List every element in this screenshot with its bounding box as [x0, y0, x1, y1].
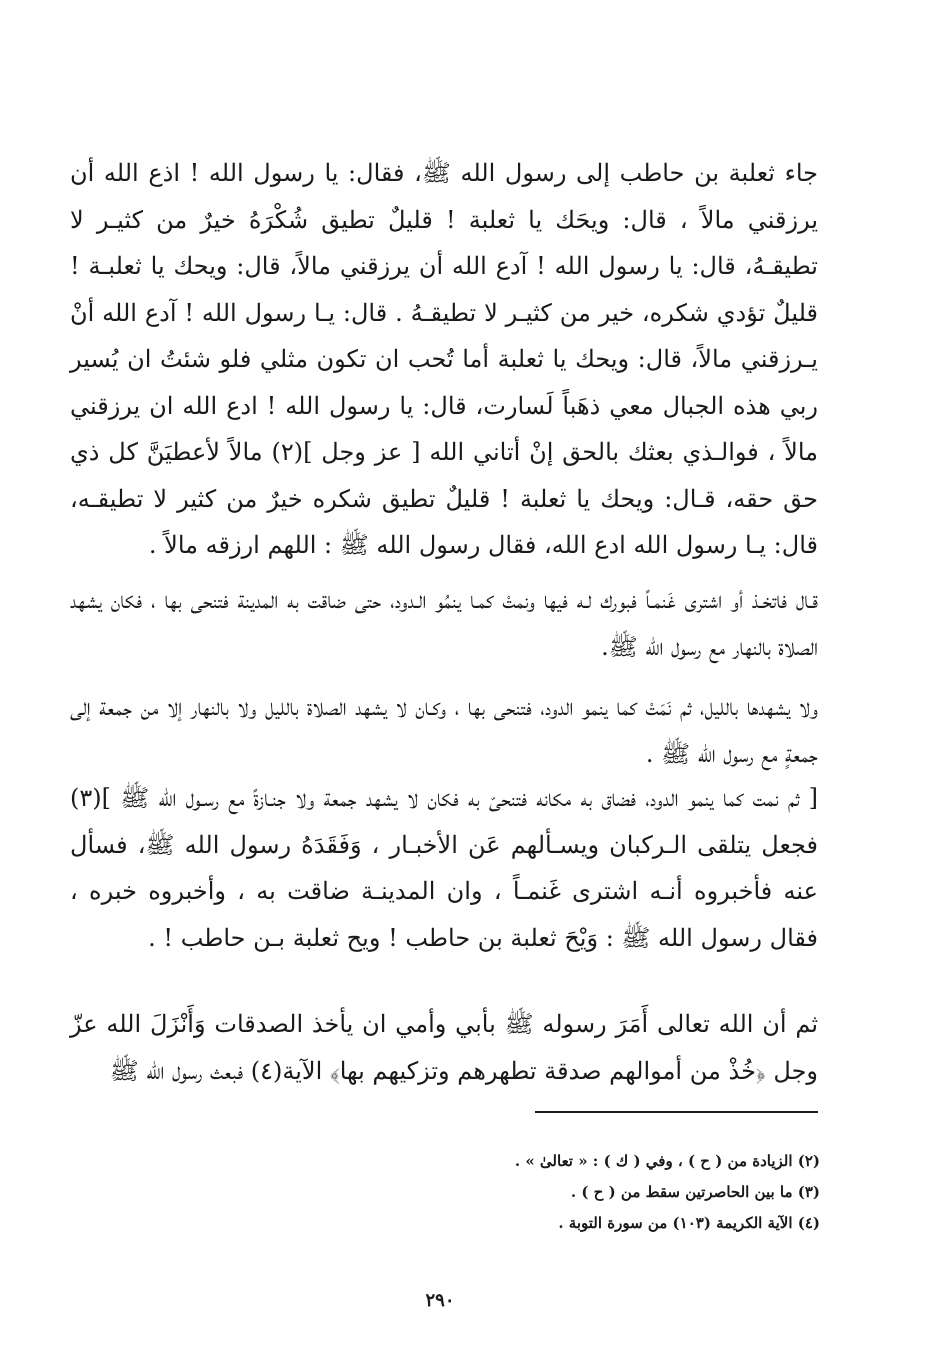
paragraph: ولا يشهدها بالليل، ثم نَمَتْ كما ينمو الدود، فتنحى بها ، وكـان لا يشهد الصلاة بالليل ولا بالنهار إلا من جمعة إلى جمعةٍ مع رسول الله ﷺ .: [70, 693, 818, 768]
paragraph: جاء ثعلبة بن حاطب إلى رسول الله ﷺ، فقال: يا رسول الله ! اذع الله أن يرزقني مالاً ، قال: ويحَك يا ثعلبة ! قليلٌ تطيق شُكْرَهُ خيرٌ من كثيـر لا تطيقـهُ، قال: يا رسول الله ! آدع الله أن يرزقني مالاً، قال: ويحك يا ثعلبـة ! قليلٌ تؤدي شكره، خير من كثيـر لا تطيقـهُ . قال: يـا رسول الله ! آدع الله أنْ يـرزقني مالاً، قال: ويحك يا ثعلبة أما تُحب ان تكون مثلي فلو شئتُ ان يُسير ربي هذه الجبال معي ذهَباً لَسارت، قال: يا رسول الله ! ادع الله ان يرزقني مالاً ، فوالـذي بعثك بالحق إنْ أتاني الله [ عز وجل ](٢) مالاً لأعطيَنَّ كل ذي حق حقه، قـال: ويحك يا ثعلبة ! قليلٌ تطيق شكره خيرٌ من كثير لا تطيقـه، قال: يـا رسول الله ادع الله، فقال رسول الله ﷺ : اللهم ارزقه مالاً .: [70, 159, 818, 559]
paragraph: ثم أن الله تعالى أَمَرَ رسوله ﷺ بأبي وأمي ان يأخذ الصدقات وَأَنْزَلَ الله عزّ وجل ﴿خُذْ من أموالهم صدقة تطهرهم وتزكيهم بها﴾ الآية(٤) فبعث رسول الله ﷺ: [70, 1010, 819, 1085]
footnote-item: (٤) الآية الكريمة (١٠٣) من سورة التوبة .: [558, 1214, 820, 1232]
footnotes: [380, 1146, 820, 1239]
footnote-item: (٢) الزيادة من ( ح ) ، وفي ( ك ) : « تعالىٰ » .: [514, 1152, 820, 1170]
footnote-divider: [535, 1111, 818, 1113]
page-number: ٢٩٠: [425, 1290, 455, 1311]
footnote-item: (٣) ما بين الحاصرتين سقط من ( ح ) .: [570, 1183, 820, 1201]
paragraph: قـال فاتخـذ أو اشترى غَنمـاً فبورك لـه فيها ونمتْ كمـا ينمُو الـدود، حتى ضاقت به المدينة فتنحى بها ، فكان يشهد الصلاة بالنهار مع رسول الله ﷺ.: [70, 586, 818, 661]
paragraph: [ ثم نمت كما ينمو الدود، فضاق به مكانه فتنحىّ به فكان لا يشهد جمعة ولا جنـازةً مع رسـول الله ﷺ ](٣) فجعل يتلقى الـركبان ويسـألهم عَن الأخبـار ، وَفَقَدَهُ رسول الله ﷺ، فسأل عنه فأخبروه أنـه اشترى غَنمـاً ، وان المدينـة ضاقت به ، وأخبروه خبره ، فقال رسول الله ﷺ : وَيْحَ ثعلبة بن حاطب ! ويح ثعلبة بـن حاطب ! .: [70, 784, 818, 952]
